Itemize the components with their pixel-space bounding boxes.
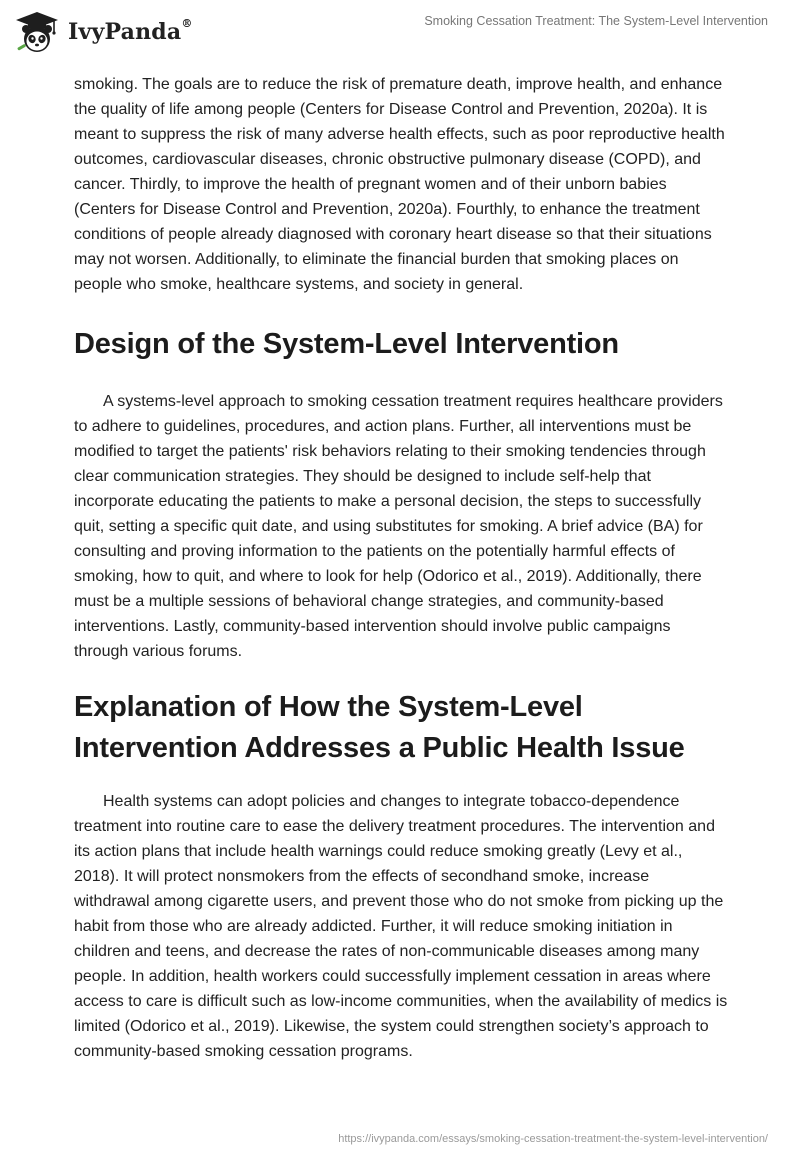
design-paragraph: A systems-level approach to smoking cessation treatment requires healthcare providers to adhere to guidelines, procedures, and action plans. Further, all interventions must be modified to target the patients' risk behaviors relating to their smoking tendencies through clear communication strategies. They should be designed to include self-help that incorporate educating the patients to make a personal decision, the steps to successfully quit, setting a specific quit date, and using substitutes for smoking. A brief advice (BA) for consulting and proving information to the patients on the potentially harmful effects of smoking, how to quit, and where to look for help (Odorico et al., 2019). Additionally, there must be a multiple sessions of behavioral change strategies, and community-based interventions. Lastly, community-based intervention should involve public campaigns through various forums. [74, 393, 723, 660]
heading-line-1: Explanation of How the System-Level [74, 691, 583, 723]
intro-paragraph: smoking. The goals are to reduce the risk of premature death, improve health, and enhance the quality of life among people (Centers for Disease Control and Prevention, 2020a). It is meant to suppress the risk of many adverse health effects, such as poor reproductive health outcomes, cardiovascular diseases, chronic obstructive pulmonary disease (COPD), and cancer. Thirdly, to improve the health of pregnant women and of their unborn babies (Centers for Disease Control and Prevention, 2020a). Fourthly, to enhance the treatment conditions of people already diagnosed with coronary heart disease so that their situations may not worsen. Additionally, to eliminate the financial burden that smoking places on people who smoke, healthcare systems, and society in general. [74, 76, 725, 293]
site-logo[interactable] [14, 10, 193, 54]
explanation-paragraph: Health systems can adopt policies and changes to integrate tobacco-dependence treatment into routine care to ease the delivery treatment procedures. The intervention and its action plans that include health warnings could reduce smoking greatly (Levy et al., 2018). It will protect nonsmokers from the effects of secondhand smoke, increase withdrawal among cigarette users, and prevent those who do not smoke from picking up the habit from those who are already addicted. Further, it will reduce smoking initiation in children and teens, and decrease the rates of non-communicable diseases among many people. In addition, health workers could successfully implement cessation in areas where access to care is difficult such as low-income communities, when the availability of medics is limited (Odorico et al., 2019). Likewise, the system could strengthen society’s approach to community-based smoking cessation programs. [74, 793, 728, 1060]
page-header [0, 0, 800, 64]
panda-graduate-icon [14, 10, 60, 54]
document-title: Smoking Cessation Treatment: The System-Level Intervention [424, 14, 768, 28]
heading-line-2: Intervention Addresses a Public Health Issue [74, 732, 685, 764]
logo-wordmark: IvyPanda® [68, 17, 193, 45]
section-heading-design: Design of the System-Level Intervention [74, 328, 619, 360]
essay-content [74, 72, 728, 1064]
section-heading-explanation [74, 687, 728, 769]
footer-url-link[interactable]: https://ivypanda.com/essays/smoking-cessation-treatment-the-system-level-intervention/ [338, 1133, 768, 1145]
